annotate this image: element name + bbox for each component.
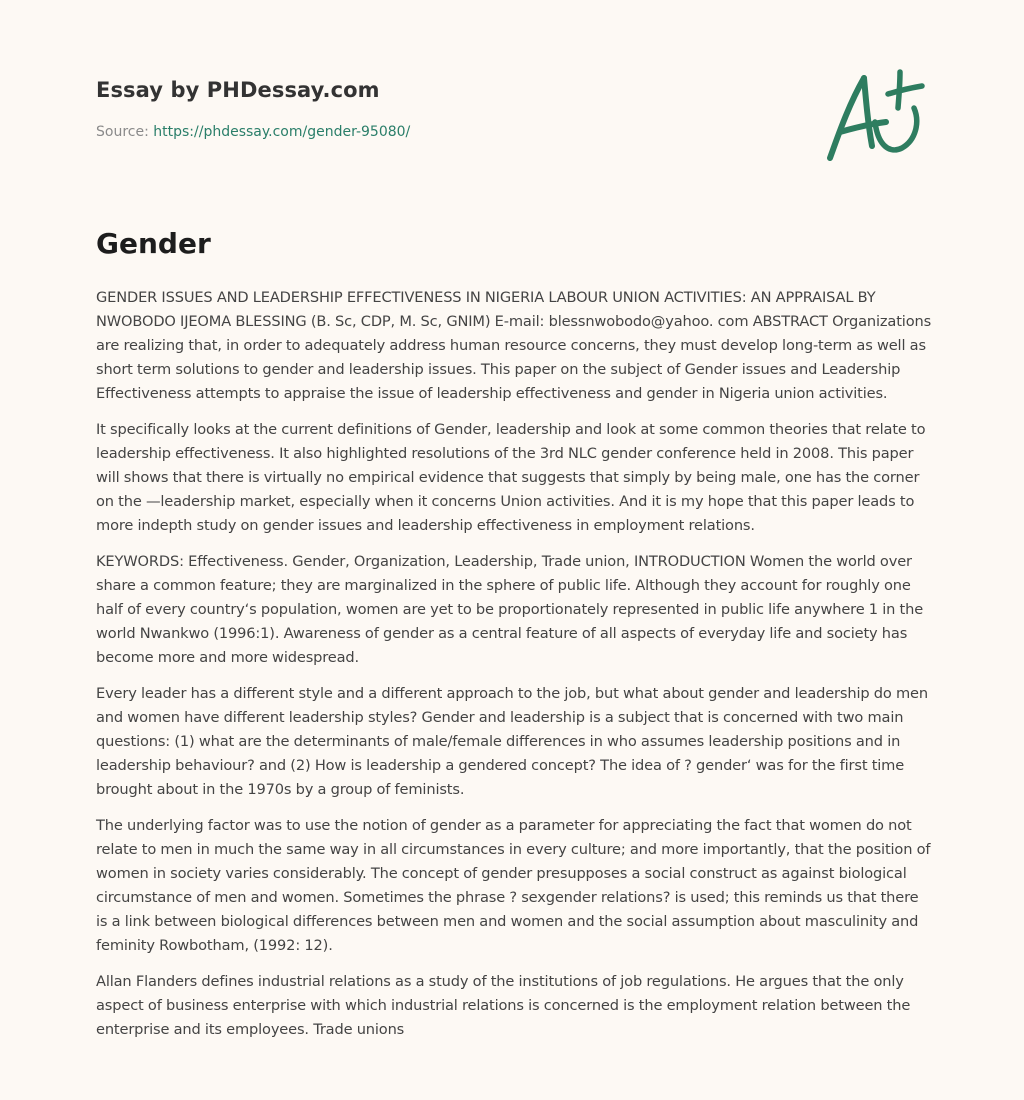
article-paragraph: KEYWORDS: Effectiveness. Gender, Organization, Leadership, Trade union, INTRODUCTION Women the world over share a common feature; they are marginalized in the sphere of public life. Although they account for roughly one half of every country‘s population, women are yet to be proportionately represented in public life anywhere 1 in the world Nwankwo (1996:1). Awareness of gender as a central feature of all aspects of everyday life and society has become more and more widespread.: [96, 553, 924, 666]
article-body: [96, 286, 932, 1054]
article-paragraph: The underlying factor was to use the notion of gender as a parameter for appreciating the fact that women do not relate to men in much the same way in all circumstances in every culture; and more importantly, that the position of women in society varies considerably. The concept of gender presupposes a social construct as against biological circumstance of men and women. Sometimes the phrase ? sexgender relations? is used; this reminds us that there is a link between biological differences between men and women and the social assumption about masculinity and feminity Rowbotham, (1992: 12).: [96, 817, 931, 954]
article-paragraph: Every leader has a different style and a different approach to the job, but what about gender and leadership do men and women have different leadership styles? Gender and leadership is a subject that is concerned with two main questions: (1) what are the determinants of male/female differences in who assumes leadership positions and in leadership behaviour? and (2) How is leadership a gendered concept? The idea of ? gender‘ was for the first time brought about in the 1970s by a group of feminists.: [96, 685, 928, 798]
article-title: Gender: [96, 227, 211, 260]
article-paragraph: It specifically looks at the current definitions of Gender, leadership and look at some common theories that relate to leadership effectiveness. It also highlighted resolutions of the 3rd NLC gender conference held in 2008. This paper will shows that there is virtually no empirical evidence that suggests that simply by being male, one has the corner on the —leadership market, especially when it concerns Union activities. And it is my hope that this paper leads to more indepth study on gender issues and leadership effectiveness in employment relations.: [96, 421, 926, 534]
article-paragraph: GENDER ISSUES AND LEADERSHIP EFFECTIVENESS IN NIGERIA LABOUR UNION ACTIVITIES: AN APPRAISAL BY NWOBODO IJEOMA BLESSING (B. Sc, CDP, M. Sc, GNIM) E-mail: blessnwobodo@yahoo. com ABSTRACT Organizations are realizing that, in order to adequately address human resource concerns, they must develop long-term as well as short term solutions to gender and leadership issues. This paper on the subject of Gender issues and Leadership Effectiveness attempts to appraise the issue of leadership effectiveness and gender in Nigeria union activities.: [96, 289, 932, 402]
source-line: [96, 122, 796, 142]
site-title: Essay by PHDessay.com: [96, 78, 380, 102]
source-label: Source:: [96, 124, 149, 140]
page-header: [96, 76, 796, 142]
article-paragraph: Allan Flanders defines industrial relations as a study of the institutions of job regulations. He argues that the only aspect of business enterprise with which industrial relations is concerned is the employment relation between the enterprise and its employees. Trade unions: [96, 973, 911, 1038]
source-link[interactable]: https://phdessay.com/gender-95080/: [153, 124, 411, 140]
a-plus-grade-icon: [820, 66, 930, 166]
